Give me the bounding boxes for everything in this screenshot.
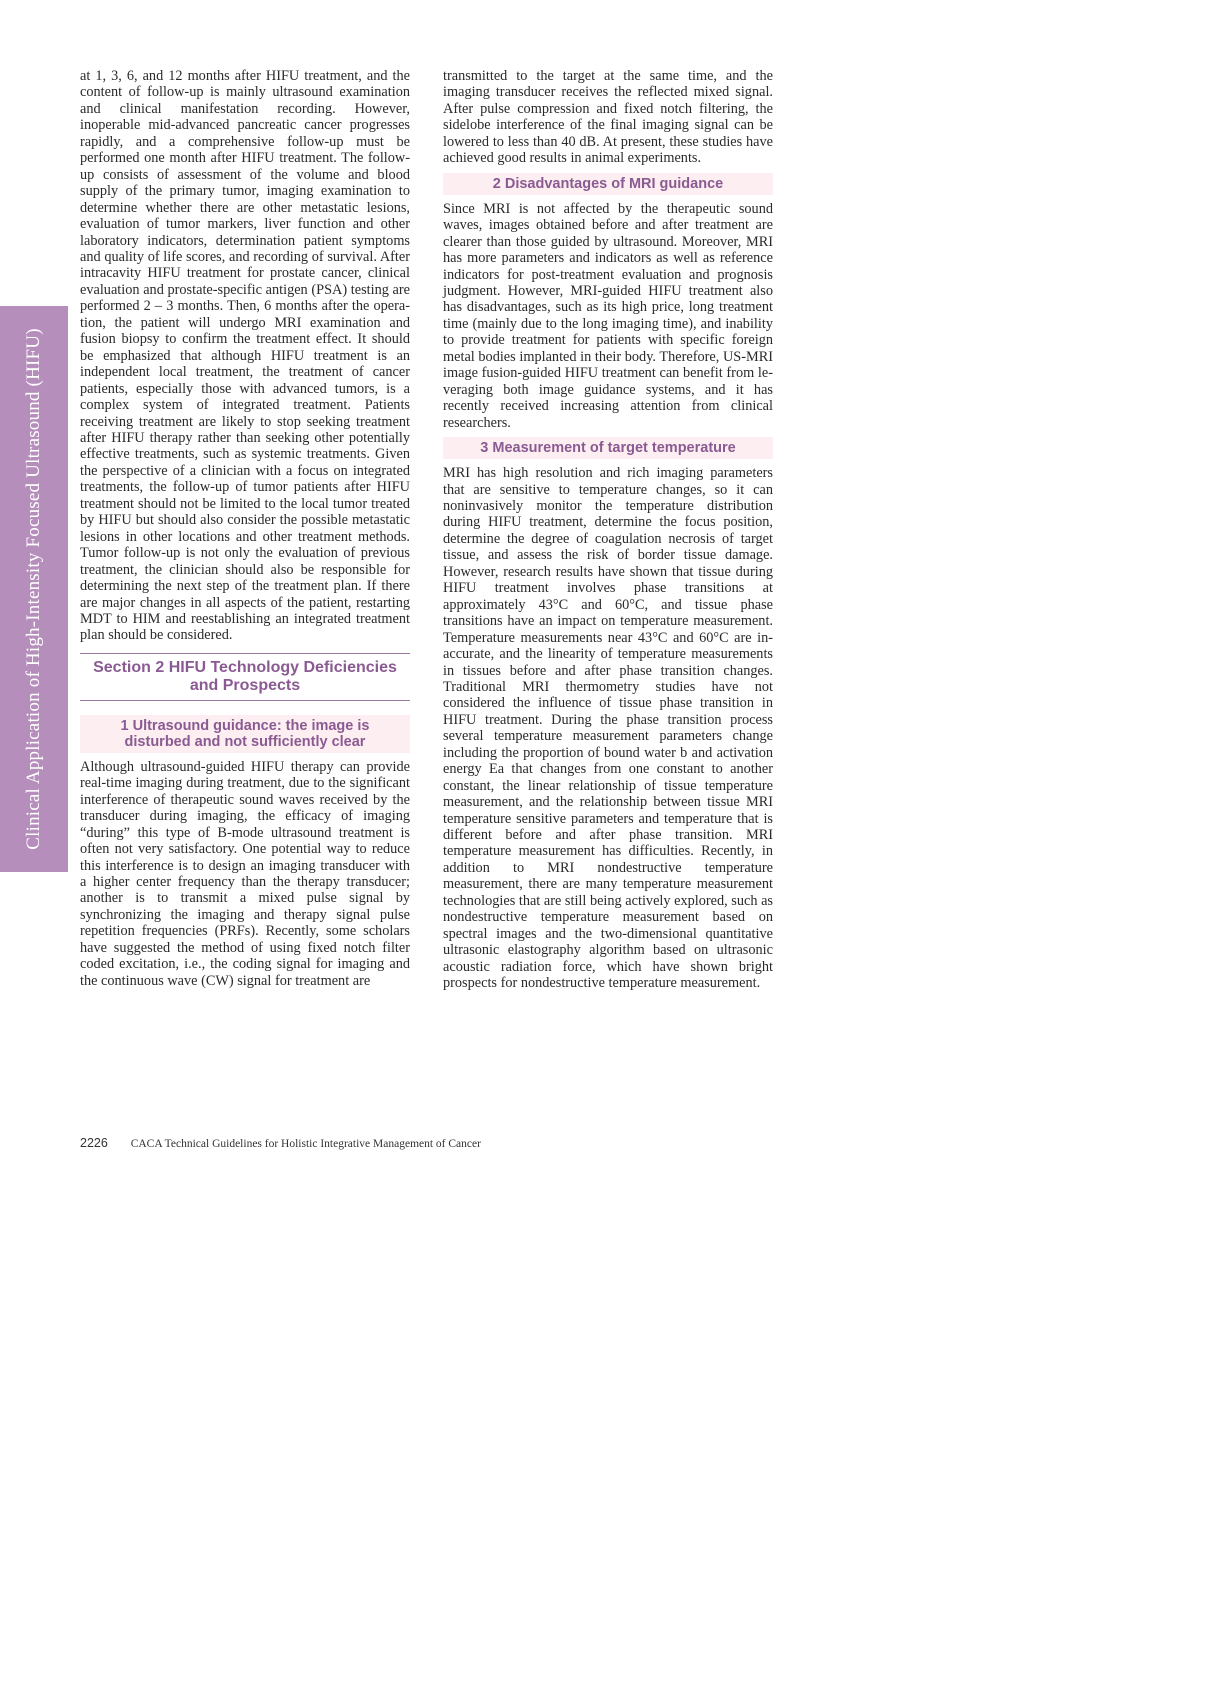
side-tab-label: Clinical Application of High-Intensity Focused Ultrasound (HIFU): [23, 328, 44, 850]
right-paragraph-1: transmitted to the target at the same time, and the imaging transducer receives the reflected mixed signal. After pulse compression and fixed notch filtering, the sidelobe interference of the final imaging signal can be lowered to less than 40 dB. At present, these studies have achieved good results in animal experiments.: [443, 68, 773, 167]
subsection-heading-3: 3 Measurement of target temperature: [443, 437, 773, 459]
right-paragraph-3: MRI has high resolution and rich imaging parameters that are sensitive to temperature changes, so it can noninvasively monitor the temperature distribution during HIFU treatment, determine the focus position, determine the degree of coagulation necrosis of target tissue, and assess the risk of border tissue damage. However, research results have shown that tissue during HIFU treatment involves phase transitions at approximately 43°C and 60°C, and tissue phase transitions have an impact on temperature measurement. Temperature measurements near 43°C and 60°C are inaccurate, and the linearity of temperature measurements in tissues before and after phase transition changes. Traditional MRI thermometry studies have not considered the influence of tissue phase transition in HIFU treatment. During the phase transition process several temperature measurement parameters change including the proportion of bound water b and activation energy Ea that changes from one constant to another constant, the linear relationship of tissue temperature measurement, and the relationship between tissue MRI temperature sensitive parameters and temperature that is different before and after phase transition. MRI temperature measurement has difficulties. Recently, in addition to MRI nondestructive temperature measurement, there are many temperature measurement technologies that are still being actively explored, such as nondestructive temperature measurement based on spectral images and the two-dimensional quantitative ultrasonic elastography algorithm based on ultrasonic acoustic radiation force, which have shown bright prospects for nondestructive temperature measurement.: [443, 465, 773, 992]
journal-title: CACA Technical Guidelines for Holistic Integrative Management of Cancer: [130, 1138, 481, 1150]
left-column: [80, 68, 410, 989]
subsection-heading-2: 2 Disadvantages of MRI guidance: [443, 173, 773, 195]
page-number: 2226: [80, 1136, 108, 1150]
subsection-heading-1: 1 Ultrasound guidance: the image is disturbed and not sufficiently clear: [80, 715, 410, 753]
side-tab: [0, 306, 68, 872]
left-paragraph-1: at 1, 3, 6, and 12 months after HIFU treatment, and the content of follow-up is mainly ultrasound examination and clinical manifestation recording. However, inoperable mid-advanced pancreatic cancer progresses rapidly, and a comprehensive follow-up must be performed one month after HIFU treatment. The follow-up consists of assessment of the volume and blood supply of the primary tumor, imaging examination to determine whether there are other metastatic lesions, evaluation of tumor markers, liver function and other laboratory indicators, determination patient symptoms and quality of life scores, and recording of survival. After intracavity HIFU treatment for prostate cancer, clinical evaluation and prostate-specific antigen (PSA) testing are performed 2 – 3 months. Then, 6 months after the operation, the patient will undergo MRI examination and fusion biopsy to confirm the treatment effect. It should be emphasized that although HIFU treatment is an independent local treatment, the treatment of cancer patients, especially those with advanced tumors, is a complex system of integrated treatment. Patients receiving treatment are likely to stop seeking treatment after HIFU therapy rather than seeking other potentially effective treatments, such as systemic treatments. Given the perspective of a clinician with a focus on integrated treatments, the follow-up of tumor patients after HIFU treatment should not be limited to the local tumor treated by HIFU but should also consider the possible metastatic lesions in other locations and other treatment methods. Tumor follow-up is not only the evaluation of previous treatment, the clinician should also be responsible for determining the next step of the treatment plan. If there are major changes in all aspects of the patient, restarting MDT to HIM and reestablishing an integrated treatment plan should be considered.: [80, 68, 410, 644]
left-paragraph-2: Although ultrasound-guided HIFU therapy can provide real-time imaging during treatment, due to the significant interference of therapeutic sound waves received by the transducer during imaging, the efficacy of imaging “during” this type of B-mode ultrasound treatment is often not very satisfactory. One potential way to reduce this interference is to design an imaging transducer with a higher center frequency than the therapy transducer; another is to transmit a mixed pulse signal by synchronizing the imaging and therapy signal pulse repetition frequencies (PRFs). Recently, some scholars have suggested the method of using fixed notch filter coded excitation, i.e., the coding signal for imaging and the continuous wave (CW) signal for treatment are: [80, 758, 410, 989]
page-footer: [80, 1136, 481, 1150]
section-heading: Section 2 HIFU Technology Deficiencies and Prospects: [80, 653, 410, 701]
right-paragraph-2: Since MRI is not affected by the therapeutic sound waves, images obtained before and after treatment are clearer than those guided by ultrasound. Moreover, MRI has more parameters and indicators as well as reference indicators for post-treatment evaluation and prognosis judgment. However, MRI-guided HIFU treatment also has disadvantages, such as its high price, long treatment time (mainly due to the long imaging time), and inability to provide treatment for patients with specific foreign metal bodies implanted in their body. Therefore, US-MRI image fusion-guided HIFU treatment can benefit from leveraging both image guidance systems, and it has recently received increasing attention from clinical researchers.: [443, 200, 773, 431]
right-column: [443, 68, 773, 992]
